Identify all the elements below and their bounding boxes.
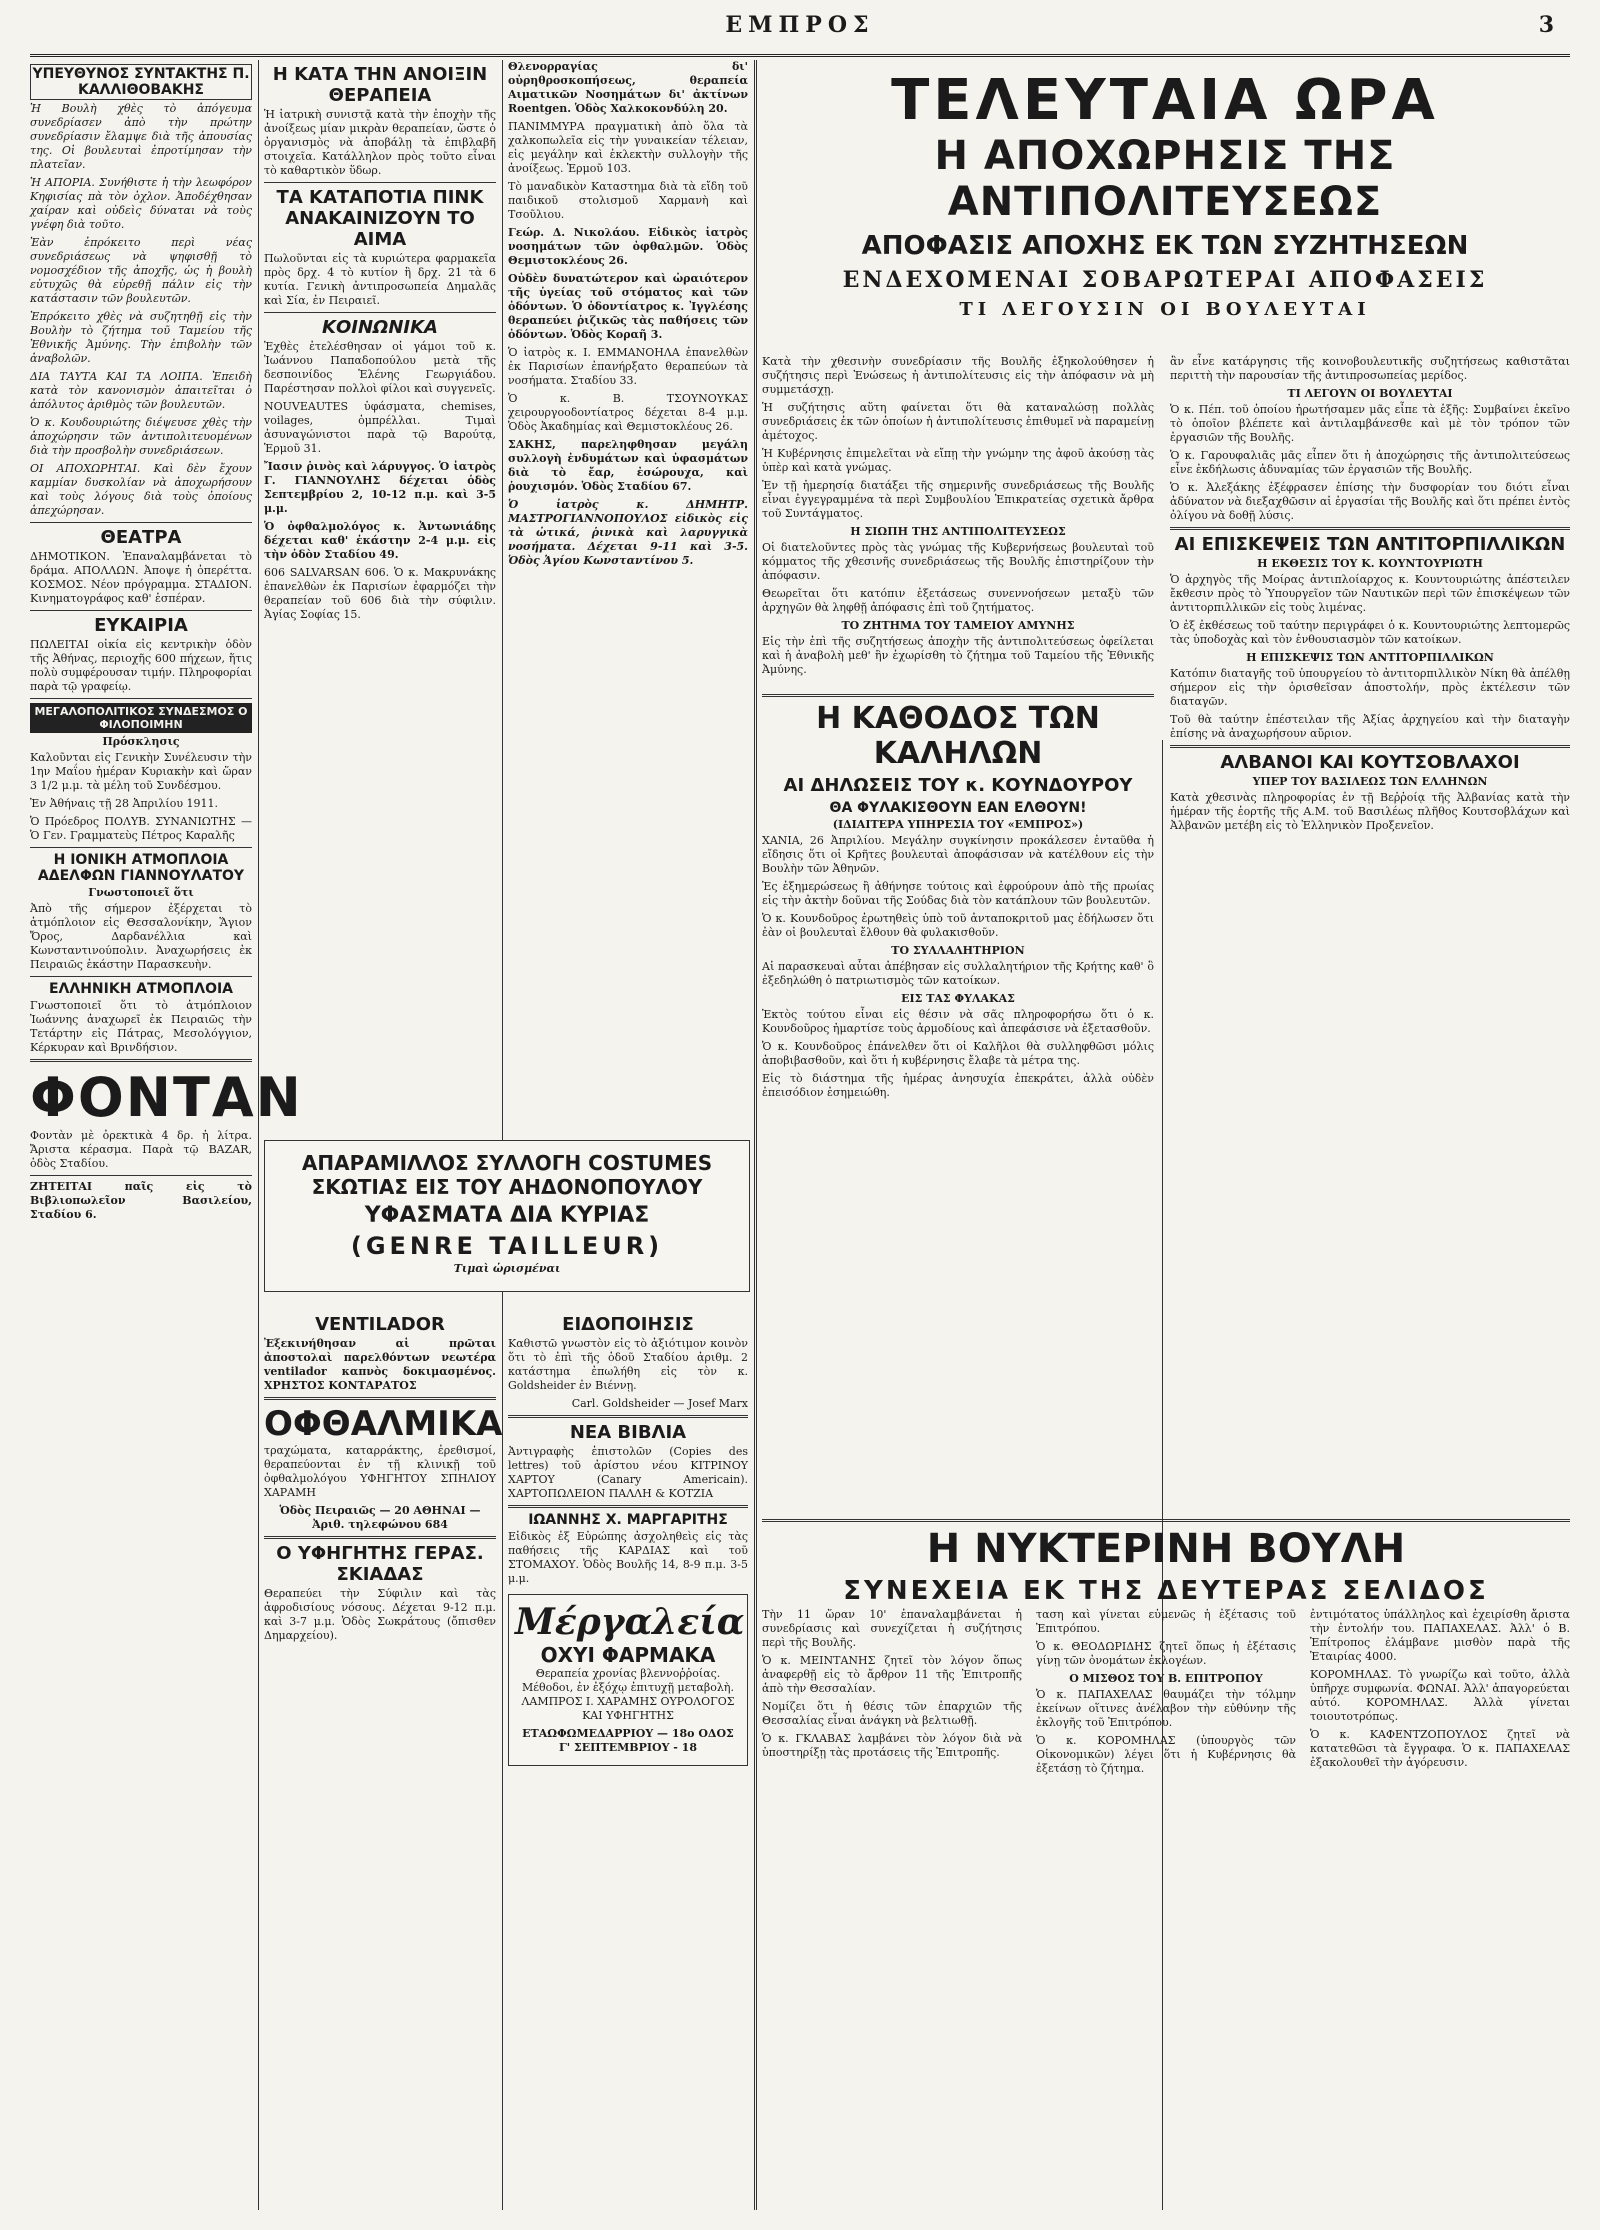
article-paragraph: Ἡ ΑΠΟΡΙΑ. Συνήθιστε ἡ τὴν λεωφόρον Κηφισίας πὰ τὸν ὀχλον. Ἀποδέχθησαν χαίραν καὶ οὐδεὶς δύναται νὰ τοὺς γνέφη διὰ τοῦτο. xyxy=(30,176,252,231)
divider xyxy=(30,698,252,699)
divider xyxy=(30,610,252,611)
divider xyxy=(30,1175,252,1176)
editor-line: ΥΠΕΥΘΥΝΟΣ ΣΥΝΤΑΚΤΗΣ Π. ΚΑΛΛΙΘΟΒΑΚΗΣ xyxy=(30,64,252,100)
article-paragraph: Οἱ διατελοῦντες πρὸς τὰς γνώμας τῆς Κυβερνήσεως βουλευταὶ τοῦ κόμματος τῆς χθεσινῆς συνεδριάσεως τῆς Βουλῆς ἐπιστηρίζουν τὴν ἀπόφασιν. xyxy=(762,541,1154,582)
article-paragraph: ΠΑΝΙΜΜΥΡΑ πραγματικὴ ἀπὸ ὅλα τὰ χαλκοπωλεῖα εἰς τὴν γυναικείαν τέλειαν, εἰς μεγάλην καὶ ἐκλεκτὴν συλλογὴν τῆς ἀνοίξεως. Ἑρμοῦ 103. xyxy=(508,120,748,175)
article-subheading: ΥΠΕΡ ΤΟΥ ΒΑΣΙΛΕΩΣ ΤΩΝ ΕΛΛΗΝΩΝ xyxy=(1252,775,1488,788)
article-paragraph: Ὁ κ. Ἀλεξάκης ἐξέφρασεν ἐπίσης τὴν δυσφορίαν του διότι εἶναι ἀδύνατον νὰ διεξαχθῶσιν αἱ ἐργασίαι τῆς Βουλῆς καὶ ὅτι πρέπει ἐντὸς ὀλίγου νὰ δοθῇ λύσις. xyxy=(1170,481,1570,522)
section-heading: ΕΛΛΗΝΙΚΗ ΑΤΜΟΠΛΟΙΑ xyxy=(48,981,234,997)
doctor-ad-text: Εἰδικὸς ἐξ Εὐρώπης ἀσχοληθεὶς εἰς τὰς παθήσεις τῆς ΚΑΡΔΙΑΣ καὶ τοῦ ΣΤΟΜΑΧΟΥ. Ὁδὸς Βουλῆς 14, 8-9 π.μ. 3-5 μ.μ. xyxy=(508,1530,748,1585)
merg-ad-address: ΕΤΑΩΦΩΜΕΔΑΡΡΙΟΥ — 18ο ΟΔΟΣ Γ' ΣΕΠΤΕΜΒΡΙΟΥ - 18 xyxy=(522,1727,734,1754)
article-paragraph: Ἐπρόκειτο χθὲς νὰ συζητηθῇ εἰς τὴν Βουλὴν τὸ ζήτημα τοῦ Ταμείου τῆς Ἐθνικῆς Ἀμύνης. Τὴν ἐπιβολὴν τῶν ἀναβολῶν. xyxy=(30,310,252,365)
article-paragraph: Ὁ ἀρχηγὸς τῆς Μοίρας ἀντιπλοίαρχος κ. Κουντουριώτης ἀπέστειλεν ἔκθεσιν πρὸς τὸ Ὑπουργεῖον τῶν Ναυτικῶν περὶ τῶν ἐπισκέψεων τῶν ἀντιτορπιλλικῶν εἰς τοὺς λιμένας. xyxy=(1170,573,1570,614)
article-paragraph: Ἐν τῇ ἡμερησίᾳ διατάξει τῆς σημερινῆς συνεδριάσεως τῆς Βουλῆς εἶναι ἐγγεγραμμένα τὰ περὶ Συμβουλίου Ἐπικρατείας σχετικὰ ἄρθρα τοῦ Συντάγματος. xyxy=(762,479,1154,520)
article-subheading: Η ΣΙΩΠΗ ΤΗΣ ΑΝΤΙΠΟΛΙΤΕΥΣΕΩΣ xyxy=(850,525,1066,538)
article-subheading: ΤΙ ΛΕΓΟΥΝ ΟΙ ΒΟΥΛΕΥΤΑΙ xyxy=(1287,387,1453,400)
article-paragraph: Ἡ ἰατρικὴ συνιστᾷ κατὰ τὴν ἐποχὴν τῆς ἀνοίξεως μίαν μικρὰν θεραπείαν, ὥστε ὁ ὀργανισμὸς νὰ ἀποβάλῃ τὰ ἐπιβλαβῆ στοιχεῖα. Κατάλληλον πρὸς τοῦτο εἶναι τὸ καθαρτικὸν ὕδωρ. xyxy=(264,108,496,177)
article-paragraph: ΣΑΚΗΣ, παρεληφθησαν μεγάλη συλλογὴ ἐνδυμάτων καὶ ὑφασμάτων διὰ τὸ ἔαρ, ἐσώρουχα, καὶ ῥουχισμόν. Ὁδὸς Σταδίου 67. xyxy=(508,438,748,493)
article-paragraph: Ὁ κ. Κουδουριώτης διέψευσε χθὲς τὴν ἀποχώρησιν τῶν ἀντιπολιτευομένων διὰ τὴν προσβολὴν συνεδριάσεων. xyxy=(30,416,252,457)
article-paragraph: ΟΙ ΑΠΟΧΩΡΗΤΑΙ. Καὶ δὲν ἔχουν καμμίαν δυσκολίαν νὰ ἀποχωρήσουν καὶ τοὺς λόγους διὰ τοὺς ὁποίους ἀπεχώρησαν. xyxy=(30,462,252,517)
article-headline: ΑΙ ΔΗΛΩΣΕΙΣ ΤΟΥ κ. ΚΟΥΝΔΟΥΡΟΥ xyxy=(783,775,1133,796)
article-paragraph: Κατὰ τὴν χθεσινὴν συνεδρίασιν τῆς Βουλῆς ἐξηκολούθησεν ἡ συζήτησις περὶ Ἐνώσεως ἡ ἀντιπολίτευσις εἰς τὴν ἀπόφασιν νὰ μὴ συμμετάσχῃ. xyxy=(762,355,1154,396)
masthead xyxy=(30,8,1570,57)
wanted-ad: ΖΗΤΕΙΤΑΙ παῖς εἰς τὸ Βιβλιοπωλεῖον Βασιλείου, Σταδίου 6. xyxy=(30,1180,252,1221)
vouli-column-b xyxy=(1036,1608,1296,1780)
lead-kicker: ΤΕΛΕΥΤΑΙΑ ΩΡΑ xyxy=(891,68,1439,133)
article-paragraph: Ὁ κ. Γαρουφαλιᾶς μᾶς εἶπεν ὅτι ἡ ἀποχώρησις τῆς ἀντιπολιτεύσεως εἶνε ἐκδήλωσις ἀδυναμίας τῶν ἐργασιῶν τῆς Βουλῆς. xyxy=(1170,449,1570,476)
article-paragraph: Ὁ κ. ΠΑΠΑΧΕΛΑΣ θαυμάζει τὴν τόλμην ἐκείνων οἵτινες ἀνέλαβον τὴν εὐθύνην τῆς ἐκλογῆς τοῦ Ἐπιτρόπου. xyxy=(1036,1688,1296,1729)
lead-subheadline: ΤΙ ΛΕΓΟΥΣΙΝ ΟΙ ΒΟΥΛΕΥΤΑΙ xyxy=(959,299,1371,320)
notice-text: Καλοῦνται εἰς Γενικὴν Συνέλευσιν τὴν 1ην Μαΐου ἡμέραν Κυριακὴν καὶ ὥραν 3 1/2 μ.μ. τὰ μέλη τοῦ Συνδέσμου. xyxy=(30,751,252,792)
ophthalmic-ad-address: Ὁδὸς Πειραιῶς — 20 ΑΘΗΝΑΙ — Ἀριθ. τηλεφώνου 684 xyxy=(279,1504,481,1531)
ophthalmic-ad-text: τραχώματα, καταρράκτης, ἐρεθισμοί, θεραπεύονται ἐν τῇ κλινικῇ τοῦ ὀφθαλμολόγου ΥΦΗΓΗΤΟΥ ΣΠΗΛΙΟΥ ΧΑΡΑΜΗ xyxy=(264,1444,496,1499)
newspaper-title: ΕΜΠΡΟΣ xyxy=(725,12,875,38)
article-subheading: ΣΥΝΕΧΕΙΑ ΕΚ ΤΗΣ ΔΕΥΤΕΡΑΣ ΣΕΛΙΔΟΣ xyxy=(843,1576,1489,1606)
lead-subheadline: ΕΝΔΕΧΟΜΕΝΑΙ ΣΟΒΑΡΩΤΕΡΑΙ ΑΠΟΦΑΣΕΙΣ xyxy=(842,267,1488,293)
article-paragraph: Ὁ κ. ΓΚΛΑΒΑΣ λαμβάνει τὸν λόγον διὰ νὰ ὑποστηρίξῃ τὰς προτάσεις τῆς Ἐπιτροπῆς. xyxy=(762,1732,1022,1759)
article-paragraph: Ὁ κ. ΚΟΡΟΜΗΛΑΣ (ὑπουργὸς τῶν Οἰκονομικῶν) λέγει ὅτι ἡ Κυβέρνησις θὰ ἐξετάσῃ τὸ ζήτημα. xyxy=(1036,1734,1296,1775)
article-paragraph: Ἡ Βουλὴ χθὲς τὸ ἀπόγευμα συνεδρίασεν ἀπὸ τὴν πρώτην συνεδρίασιν ἔλαμψε διὰ τῆς ἀπουσίας της. Οἱ βουλευταὶ ἐπροτίμησαν τὴν πλατεῖαν. xyxy=(30,102,252,171)
column-rule xyxy=(754,60,757,2210)
divider xyxy=(1170,527,1570,530)
section-heading: ΘΕΑΤΡΑ xyxy=(100,527,182,548)
article-headline: Η ΚΑΘΟΔΟΣ ΤΩΝ ΚΑΛΗΛΩΝ xyxy=(816,701,1100,771)
notice-text: Γνωστοποιεῖ ὅτι τὸ ἀτμόπλοιον Ἰωάννης ἀναχωρεῖ ἐκ Πειραιῶς τὴν Τετάρτην εἰς Πάτρας, Μεσολόγγιον, Κέρκυραν καὶ Βρινδήσιον. xyxy=(30,999,252,1054)
section-heading: ΚΟΙΝΩΝΙΚΑ xyxy=(322,317,438,338)
article-paragraph: Ἡ Κυβέρνησις ἐπιμελεῖται νὰ εἴπῃ τὴν γνώμην της ἀφοῦ ἀκούσῃ τὰς ὑπὲρ καὶ κατὰ γνώμας. xyxy=(762,447,1154,474)
notice-signature: Carl. Goldsheider — Josef Marx xyxy=(571,1397,748,1410)
article-paragraph: Τοῦ θὰ ταύτην ἐπέστειλαν τῆς Ἀξίας ἀρχηγείου καὶ τὴν διαταγὴν ἐπίσης νὰ ἀναχωρήσουν αὔριον. xyxy=(1170,713,1570,740)
article-paragraph: Ὁ ὀφθαλμολόγος κ. Ἀντωνιάδης δέχεται καθ' ἑκάστην 2-4 μ.μ. εἰς τὴν ὁδὸν Σταδίου 49. xyxy=(264,520,496,561)
divider xyxy=(30,1059,252,1062)
costumes-ad-price: Τιμαὶ ὡρισμέναι xyxy=(453,1262,561,1275)
costumes-ad xyxy=(264,1140,750,1292)
article-paragraph: Ὁ κ. ΚΑΦΕΝΤΖΟΠΟΥΛΟΣ ζητεῖ νὰ κατατεθῶσι τὰ ἔγγραφα. Ὁ κ. ΠΑΠΑΧΕΛΑΣ ἐξακολουθεῖ τὴν ἀγόρευσιν. xyxy=(1310,1728,1570,1769)
article-paragraph: ταση καὶ γίνεται εὐμενῶς ἡ ἐξέτασις τοῦ Ἐπιτρόπου. xyxy=(1036,1608,1296,1635)
merg-ad-subtitle: ΟΧΥΙ ΦΑΡΜΑΚΑ xyxy=(540,1643,716,1667)
article-headline: ΑΙ ΕΠΙΣΚΕΨΕΙΣ ΤΩΝ ΑΝΤΙΤΟΡΠΙΛΛΙΚΩΝ xyxy=(1174,534,1566,555)
article-headline: ΤΑ ΚΑΤΑΠΟΤΙΑ ΠΙΝΚ ΑΝΑΚΑΙΝΙΖΟΥΝ ΤΟ ΑΙΜΑ xyxy=(276,187,484,250)
article-paragraph: Εἰς τὸ διάστημα τῆς ἡμέρας ἀνησυχία ἐπεκράτει, ἀλλὰ οὐδὲν ἐπεισόδιον ἐσημειώθη. xyxy=(762,1072,1154,1099)
article-paragraph: Κατόπιν διαταγῆς τοῦ ὑπουργείου τὸ ἀντιτορπιλλικὸν Νίκη θὰ ἀπέλθῃ σήμερον εἰς τὴν ὁρισθεῖσαν ἀποστολήν, πρὸς ἐκτέλεσιν τῶν διαταγῶν. xyxy=(1170,667,1570,708)
article-paragraph: Ὁ ἐξ ἐκθέσεως τοῦ ταύτην περιγράφει ὁ κ. Κουντουριώτης λεπτομερῶς τὰς ὑποδοχὰς καὶ τὸν ἐνθουσιασμὸν τῶν κατοίκων. xyxy=(1170,619,1570,646)
column-4 xyxy=(762,355,1154,685)
kathodos-article xyxy=(762,690,1154,1495)
doctor-ad-text: Θεραπεύει τὴν Σύφιλιν καὶ τὰς ἀφροδισίους νόσους. Δέχεται 9-12 π.μ. καὶ 3-7 μ.μ. Ὁδὸς Σωκράτους (ὄπισθεν Δημαρχείου). xyxy=(264,1587,496,1642)
page-number: 3 xyxy=(1538,12,1554,38)
divider xyxy=(762,1519,1570,1522)
books-text: Ἀντιγραφὴς ἐπιστολῶν (Copies des lettres) τοῦ ἀρίστου νέου ΚΙΤΡΙΝΟΥ ΧΑΡΤΟΥ (Canary Americain). ΧΑΡΤΟΠΩΛΕΙΟΝ ΠΑΛΛΗ & ΚΟΤΖΙΑ xyxy=(508,1445,748,1500)
article-paragraph: Εἰς τὴν ἐπὶ τῆς συζητήσεως ἀποχὴν τῆς ἀντιπολιτεύσεως ὀφείλεται καὶ ἡ ἀναβολὴ μεθ' ἣν ἐχωρίσθη τὸ ζήτημα τοῦ Ταμείου τῆς Ἐθνικῆς Ἀμύνης. xyxy=(762,635,1154,676)
article-paragraph: Τὴν 11 ὥραν 10' ἐπαναλαμβάνεται ἡ συνεδρίασις καὶ συνεχίζεται ἡ συζήτησις περὶ τῆς Βουλῆς. xyxy=(762,1608,1022,1649)
section-heading: ΜΕΓΑΛΟΠΟΛΙΤΙΚΟΣ ΣΥΝΔΕΣΜΟΣ Ο ΦΙΛΟΠΟΙΜΗΝ xyxy=(30,703,252,733)
article-paragraph: ἂν εἶνε κατάργησις τῆς κοινοβουλευτικῆς συζητήσεως καθιστᾶται περιττὴ τὴν παρουσίαν τῆς ἀντιπροσωπείας μερίδος. xyxy=(1170,355,1570,382)
divider xyxy=(30,522,252,523)
article-paragraph: Θεωρεῖται ὅτι κατόπιν ἐξετάσεως συνεννοήσεων μεταξὺ τῶν ἀρχηγῶν θὰ ληφθῇ ἀπόφασις ἐπὶ τοῦ ζητήματος. xyxy=(762,587,1154,614)
article-paragraph: NOUVEAUTES ὑφάσματα, chemises, voilages, ὁμπρέλλαι. Τιμαὶ ἀσυναγώνιστοι παρὰ τῷ Βαρούτᾳ, Ἑρμοῦ 31. xyxy=(264,400,496,455)
article-paragraph: ΧΑΝΙΑ, 26 Ἀπριλίου. Μεγάλην συγκίνησιν προκάλεσεν ἐνταῦθα ἡ εἴδησις ὅτι οἱ Κρῆτες βουλευταὶ ἀποφάσισαν νὰ κατέλθουν εἰς τὴν Βουλὴν τῶν Ἀθηνῶν. xyxy=(762,834,1154,875)
column-2-lower xyxy=(264,1310,503,2210)
notice-subheading: Γνωστοποιεῖ ὅτι xyxy=(88,886,194,899)
costumes-ad-title: ΑΠΑΡΑΜΙΛΛΟΣ ΣΥΛΛΟΓΗ COSTUMES ΣΚΩΤΙΑΣ ΕΙΣ ΤΟΥ ΑΗΔΟΝΟΠΟΥΛΟΥ xyxy=(301,1151,713,1199)
notice-signature: Ὁ Πρόεδρος ΠΟΛΥΒ. ΣΥΝΑΝΙΩΤΗΣ — Ὁ Γεν. Γραμματεὺς Πέτρος Καραλῆς xyxy=(30,815,252,842)
article-paragraph: Ὁ κ. ΘΕΟΔΩΡΙΔΗΣ ζητεῖ ὅπως ἡ ἐξέτασις γίνῃ τῶν ὀνομάτων ἐκλογέων. xyxy=(1036,1640,1296,1667)
article-paragraph: Τὸ μαναδικὸν Καταστημα διὰ τὰ εἴδη τοῦ παιδικοῦ στολισμοῦ Χαρμανὴ καὶ Τσοῦλιου. xyxy=(508,180,748,221)
notice-heading: ΕΙΔΟΠΟΙΗΣΙΣ xyxy=(562,1314,694,1335)
books-heading: ΝΕΑ ΒΙΒΛΙΑ xyxy=(569,1422,687,1443)
article-paragraph: Ὁ κ. Κουνδοῦρος ἐρωτηθεὶς ὑπὸ τοῦ ἀνταποκριτοῦ μας ἐδήλωσεν ὅτι ἐὰν οἱ βουλευταὶ ἔλθουν θὰ φυλακισθοῦν. xyxy=(762,912,1154,939)
merg-ad-text: Θεραπεία χρονίας βλεννοῤῥοίας. Μέθοδοι, ἐν ἐξόχῳ ἐπιτυχῇ μεταβολὴ. ΛΑΜΠΡΟΣ Ι. ΧΑΡΑΜΗΣ ΟΥΡΟΛΟΓΟΣ ΚΑΙ ΥΦΗΓΗΤΗΣ xyxy=(521,1667,735,1722)
lead-headline: Η ΑΠΟΧΩΡΗΣΙΣ ΤΗΣ ΑΝΤΙΠΟΛΙΤΕΥΣΕΩΣ xyxy=(934,133,1396,225)
article-paragraph: ΔΙΑ ΤΑΥΤΑ ΚΑΙ ΤΑ ΛΟΙΠΑ. Ἐπειδὴ κατὰ τὸν κανονισμὸν ἀπαιτεῖται ὁ ἀπόλυτος ἀριθμὸς τῶν βουλευτῶν. xyxy=(30,370,252,411)
doctor-ad-title: Ο ΥΦΗΓΗΤΗΣ ΓΕΡΑΣ. ΣΚΙΑΔΑΣ xyxy=(276,1543,484,1585)
divider xyxy=(264,312,496,313)
divider xyxy=(30,976,252,977)
article-subheading: ΕΙΣ ΤΑΣ ΦΥΛΑΚΑΣ xyxy=(901,992,1015,1005)
divider xyxy=(1170,745,1570,748)
doctor-ad-title: ΙΩΑΝΝΗΣ Χ. ΜΑΡΓΑΡΙΤΗΣ xyxy=(528,1512,728,1528)
article-paragraph: 606 SALVARSAN 606. Ὁ κ. Μακρυνάκης ἐπανελθὼν ἐκ Παρισίων ἐφαρμόζει τὴν θεραπείαν τοῦ 606 διὰ τὴν σύφιλιν. Ἀγίας Σοφίας 15. xyxy=(264,566,496,621)
merg-ad-title: Μέργαλεία xyxy=(515,1601,745,1643)
article-paragraph: Ἴασιν ῥινὸς καὶ λάρυγγος. Ὁ ἰατρὸς Γ. ΓΙΑΝΝΟΥΛΗΣ δέχεται ὁδὸς Σεπτεμβρίου 2, 10-12 π.μ. καὶ 3-5 μ.μ. xyxy=(264,460,496,515)
article-paragraph: Ὁ κ. Κουνδοῦρος ἐπάνελθεν ὅτι οἱ Καλῆλοι θὰ συλληφθῶσι μόλις ἀποβιβασθοῦν, καὶ ὅτι ἡ κυβέρνησις ἔλαβε τὰ μέτρα της. xyxy=(762,1040,1154,1067)
article-subheading: ΘΑ ΦΥΛΑΚΙΣΘΟΥΝ ΕΑΝ ΕΛΘΟΥΝ! xyxy=(829,800,1087,816)
vouli-column-c xyxy=(1310,1608,1570,1780)
article-paragraph: Ἐὰν ἐπρόκειτο περὶ νέας συνεδριάσεως νὰ ψηφισθῇ τὸ νομοσχέδιον τῆς ἀποχῆς, ὡς ἡ βουλὴ εὐτυχῶς θὰ εὑρεθῇ πάλιν εἰς τὴν κατάστασιν τῶν βουλευτῶν. xyxy=(30,236,252,305)
column-rule xyxy=(258,60,259,2210)
divider xyxy=(264,1536,496,1539)
article-paragraph: Ὁ κ. Πέπ. τοῦ ὁποίου ἠρωτήσαμεν μᾶς εἶπε τὰ ἑξῆς: Συμβαίνει ἐκεῖνο τὸ ὁποῖον βλέπετε καὶ ἀντιλαμβάνεσθε καὶ μὲ τὸν τρόπον τῶν ἐργασιῶν τῆς Βουλῆς. xyxy=(1170,403,1570,444)
column-rule xyxy=(502,60,503,2210)
article-paragraph: Ἡ συζήτησις αὕτη φαίνεται ὅτι θὰ καταναλώσῃ πολλὰς συνεδριάσεις ἐκ τῶν ὁποίων ἡ ἀντιπολίτευσις ἐπιθυμεῖ νὰ παραμείνῃ ἀμέτοχος. xyxy=(762,401,1154,442)
divider xyxy=(264,182,496,183)
article-paragraph: Πωλοῦνται εἰς τὰ κυριώτερα φαρμακεῖα πρὸς δρχ. 4 τὸ κυτίον ἢ δρχ. 21 τὰ 6 κυτία. Γενικὴ ἀντιπροσωπεία Δημαλᾶς καὶ Σία, ἐν Πειραιεῖ. xyxy=(264,252,496,307)
merg-ad xyxy=(508,1594,748,1766)
article-paragraph: Αἱ παρασκευαὶ αὗται ἀπέβησαν εἰς συλλαλητήριον τῆς Κρήτης καθ' ὃ ἐξεδηλώθη ὁ πατριωτισμὸς τῶν κατοίκων. xyxy=(762,960,1154,987)
section-heading: ΕΥΚΑΙΡΙΑ xyxy=(94,615,188,636)
article-service: (ΙΔΙΑΙΤΕΡΑ ΥΠΗΡΕΣΙΑ ΤΟΥ «ΕΜΠΡΟΣ») xyxy=(832,818,1084,831)
lead-subheadline: ΑΠΟΦΑΣΙΣ ΑΠΟΧΗΣ ΕΚ ΤΩΝ ΣΥΖΗΤΗΣΕΩΝ xyxy=(861,231,1469,261)
notice-subheading: Πρόσκλησις xyxy=(102,735,180,748)
article-paragraph: Κατὰ χθεσινὰς πληροφορίας ἐν τῇ Βεῤῥοίᾳ τῆς Ἀλβανίας κατὰ τὴν ἡμέραν τῆς ἑορτῆς τῆς Α.Μ. τοῦ Βασιλέως πλῆθος Κουτσοβλάχων καὶ Ἀλβανῶν μετέβη εἰς τὸ Ἑλληνικὸν Προξενεῖον. xyxy=(1170,791,1570,832)
column-1 xyxy=(30,60,303,2210)
article-subheading: Η ΕΠΙΣΚΕΨΙΣ ΤΩΝ ΑΝΤΙΤΟΡΠΙΛΛΙΚΩΝ xyxy=(1246,651,1494,664)
article-paragraph: Οὐδὲν δυνατώτερον καὶ ὠραιότερον τῆς ὑγείας τοῦ στόματος καὶ τῶν ὀδόντων. Ὁ ὀδοντίατρος κ. Ἰγγλέσης θεραπεύει ῥιζικῶς τὰς παθήσεις τῶν ὀδόντων. Ὁδὸς Κοραῆ 3. xyxy=(508,272,748,341)
vouli-columns xyxy=(762,1608,1570,1780)
article-paragraph: Νομίζει ὅτι ἡ θέσις τῶν ἐπαρχιῶν τῆς Θεσσαλίας εἶναι ἀνάγκη νὰ βελτιωθῇ. xyxy=(762,1700,1022,1727)
divider xyxy=(762,694,1154,697)
fontan-ad-text: Φοντὰν μὲ ὀρεκτικὰ 4 δρ. ἡ λίτρα. Ἄριστα κέρασμα. Παρὰ τῷ ΒΑΖΑR, ὁδὸς Σταδίου. xyxy=(30,1129,252,1170)
theatre-listing: ΔΗΜΟΤΙΚΟΝ. Ἐπαναλαμβάνεται τὸ δράμα. ΑΠΟΛΛΩΝ. Ἀποψε ἡ ὀπερέττα. ΚΟΣΜΟΣ. Νέον πρόγραμμα. ΣΤΑΔΙΟΝ. Κινηματογράφος καθ' ἑσπέραν. xyxy=(30,550,252,605)
article-headline: Η ΝΥΚΤΕΡΙΝΗ ΒΟΥΛΗ xyxy=(926,1526,1406,1572)
vouli-article xyxy=(762,1515,1570,2210)
article-paragraph: ΚΟΡΟΜΗΛΑΣ. Τὸ γνωρίζω καὶ τοῦτο, ἀλλὰ ὑπῆρχε συμφωνία. ΦΩΝΑΙ. Ἀλλ' ἀπαγορεύεται αὐτό. ΚΟΡΟΜΗΛΑΣ. Ἀλλὰ γίνεται τοιουτοτρόπως. xyxy=(1310,1668,1570,1723)
lead-story-banner xyxy=(760,60,1570,320)
divider xyxy=(508,1505,748,1508)
article-headline: ΑΛΒΑΝΟΙ ΚΑΙ ΚΟΥΤΣΟΒΛΑΧΟΙ xyxy=(1220,752,1520,773)
costumes-ad-genre: (GENRE TAILLEUR) xyxy=(350,1232,664,1260)
costumes-ad-subtitle: ΥΦΑΣΜΑΤΑ ΔΙΑ ΚΥΡΙΑΣ xyxy=(364,1203,650,1228)
section-heading: Η ΙΟΝΙΚΗ ΑΤΜΟΠΛΟΙΑ ΑΔΕΛΦΩΝ ΓΙΑΝΝΟΥΛΑΤΟΥ xyxy=(37,852,245,884)
vouli-column-a xyxy=(762,1608,1022,1780)
article-paragraph: Θλενορραγίας δι' οὐρηθροσκοπήσεως, θεραπεία Αιματικῶν Νοσημάτων δι' ἀκτίνων Roentgen. Ὁδὸς Χαλκοκονδύλη 20. xyxy=(508,60,748,115)
article-subheading: Ο ΜΙΣΘΟΣ ΤΟΥ Β. ΕΠΙΤΡΟΠΟΥ xyxy=(1069,1672,1263,1685)
article-subheading: Η ΕΚΘΕΣΙΣ ΤΟΥ Κ. ΚΟΥΝΤΟΥΡΙΩΤΗ xyxy=(1257,557,1483,570)
article-paragraph: ἐντιμότατος ὑπάλληλος καὶ ἐχειρίσθη ἄριστα τὴν ἐντολήν του. ΠΑΠΑΧΕΛΑΣ. Ἀλλ' ὁ Β. Ἐπίτροπος ἐλάμβανε μισθὸν παρὰ τῆς Ἐταιρίας 4000. xyxy=(1310,1608,1570,1663)
divider xyxy=(264,1397,496,1400)
article-paragraph: Ὁ κ. Β. ΤΣΟΥΝΟΥΚΑΣ χειρουργοοδοντίατρος δέχεται 8-4 μ.μ. Ὁδὸς Ἀκαδημίας καὶ Θεμιστοκλέους 26. xyxy=(508,392,748,433)
ophthalmic-ad-title: ΟΦΘΑΛΜΙΚΑ xyxy=(264,1404,503,1444)
notice-date: Ἐν Ἀθήναις τῇ 28 Ἀπριλίου 1911. xyxy=(30,797,219,810)
notice-text: Καθιστῶ γνωστὸν εἰς τὸ ἀξιότιμον κοινὸν ὅτι τὸ ἐπὶ τῆς ὁδοῦ Σταδίου ἀριθμ. 2 κατάστημα ἐπωλήθη εἰς τὸν κ. Goldsheider ἐν Βιέννῃ. xyxy=(508,1337,748,1392)
article-paragraph: Ἐχθὲς ἐτελέσθησαν οἱ γάμοι τοῦ κ. Ἰωάννου Παπαδοπούλου μετὰ τῆς δεσποινίδος Ἑλένης Γεωργιάδου. Παρέστησαν πολλοὶ φίλοι καὶ συγγενεῖς. xyxy=(264,340,496,395)
article-paragraph: Ὁ κ. ΜΕΙΝΤΑΝΗΣ ζητεῖ τὸν λόγον ὅπως ἀναφερθῇ εἰς τὸ ἄρθρον 11 τῆς Ἐπιτροπῆς ἀπὸ τὴν Θεσσαλίαν. xyxy=(762,1654,1022,1695)
divider xyxy=(508,1415,748,1418)
article-paragraph: Ὁ ἰατρὸς κ. ΔΗΜΗΤΡ. ΜΑΣΤΡΟΓΙΑΝΝΟΠΟΥΛΟΣ εἰδικὸς εἰς τὰ ὠτικά, ῥινικὰ καὶ λαρυγγικὰ νοσήματα. Δέχεται 9-11 καὶ 3-5. Ὁδὸς Ἁγίου Κωνσταντίνου 5. xyxy=(508,498,748,567)
article-subheading: ΤΟ ΖΗΤΗΜΑ ΤΟΥ ΤΑΜΕΙΟΥ ΑΜΥΝΗΣ xyxy=(841,619,1075,632)
column-3-lower xyxy=(508,1310,748,2210)
ventilador-ad-title: VENTILADOR xyxy=(315,1314,445,1335)
column-5 xyxy=(1170,355,1570,1495)
fontan-ad-title: ΦΟΝΤΑΝ xyxy=(30,1066,303,1129)
article-paragraph: Ὁ ἰατρὸς κ. Ι. ΕΜΜΑΝΟΗΛΑ ἐπανελθὼν ἐκ Παρισίων ἐπανήρξατο θεραπεύων τὰ νοσήματα. Σταδίου 33. xyxy=(508,346,748,387)
article-paragraph: Γεώρ. Δ. Νικολάου. Εἰδικὸς ἰατρὸς νοσημάτων τῶν ὀφθαλμῶν. Ὁδὸς Θεμιστοκλέους 26. xyxy=(508,226,748,267)
article-paragraph: Ἐς ἐξημερώσεως ἢ ἀθήνησε τούτοις καὶ ἐφρούρουν ἀπὸ τῆς πρωίας εἰς τὴν ἀκτὴν δοῦναι τῆς Σούδας διὰ τὸν κατάπλουν τῶν βουλευτῶν. xyxy=(762,880,1154,907)
ventilador-ad-text: Ἐξεκινήθησαν αἱ πρῶται ἀποστολαὶ παρελθόντων νεωτέρα ventilador καπνὸς δοκιμασμένος. ΧΡΗΣΤΟΣ ΚΟΝΤΑΡΑΤΟΣ xyxy=(264,1337,496,1392)
classified-ad: ΠΩΛΕΙΤΑΙ οἰκία εἰς κεντρικὴν ὁδὸν τῆς Ἀθήνας, περιοχῆς 600 πήχεων, ἥτις πολὺ συμφέρουσαν τιμήν. Πληροφορίαι παρὰ τῷ γραφείῳ. xyxy=(30,638,252,693)
article-paragraph: Ἐκτὸς τούτου εἶναι εἰς θέσιν νὰ σᾶς πληροφορήσω ὅτι ὁ κ. Κουνδοῦρος ἠμαρτίσε τοὺς ἀρμοδίους καὶ ἀπεφάσισε νὰ ἐξετασθοῦν. xyxy=(762,1008,1154,1035)
article-subheading: ΤΟ ΣΥΛΛΑΛΗΤΗΡΙΟΝ xyxy=(891,944,1025,957)
notice-text: Ἀπὸ τῆς σήμερον ἐξέρχεται τὸ ἀτμόπλοιον εἰς Θεσσαλονίκην, Ἅγιον Ὄρος, Δαρδανέλλια καὶ Κωνσταντινούπολιν. Ἀναχωρήσεις ἐκ Πειραιῶς ἑκάστην Παρασκευὴν. xyxy=(30,902,252,971)
divider xyxy=(30,847,252,848)
article-headline: Η ΚΑΤΑ ΤΗΝ ΑΝΟΙΞΙΝ ΘΕΡΑΠΕΙΑ xyxy=(272,64,488,106)
